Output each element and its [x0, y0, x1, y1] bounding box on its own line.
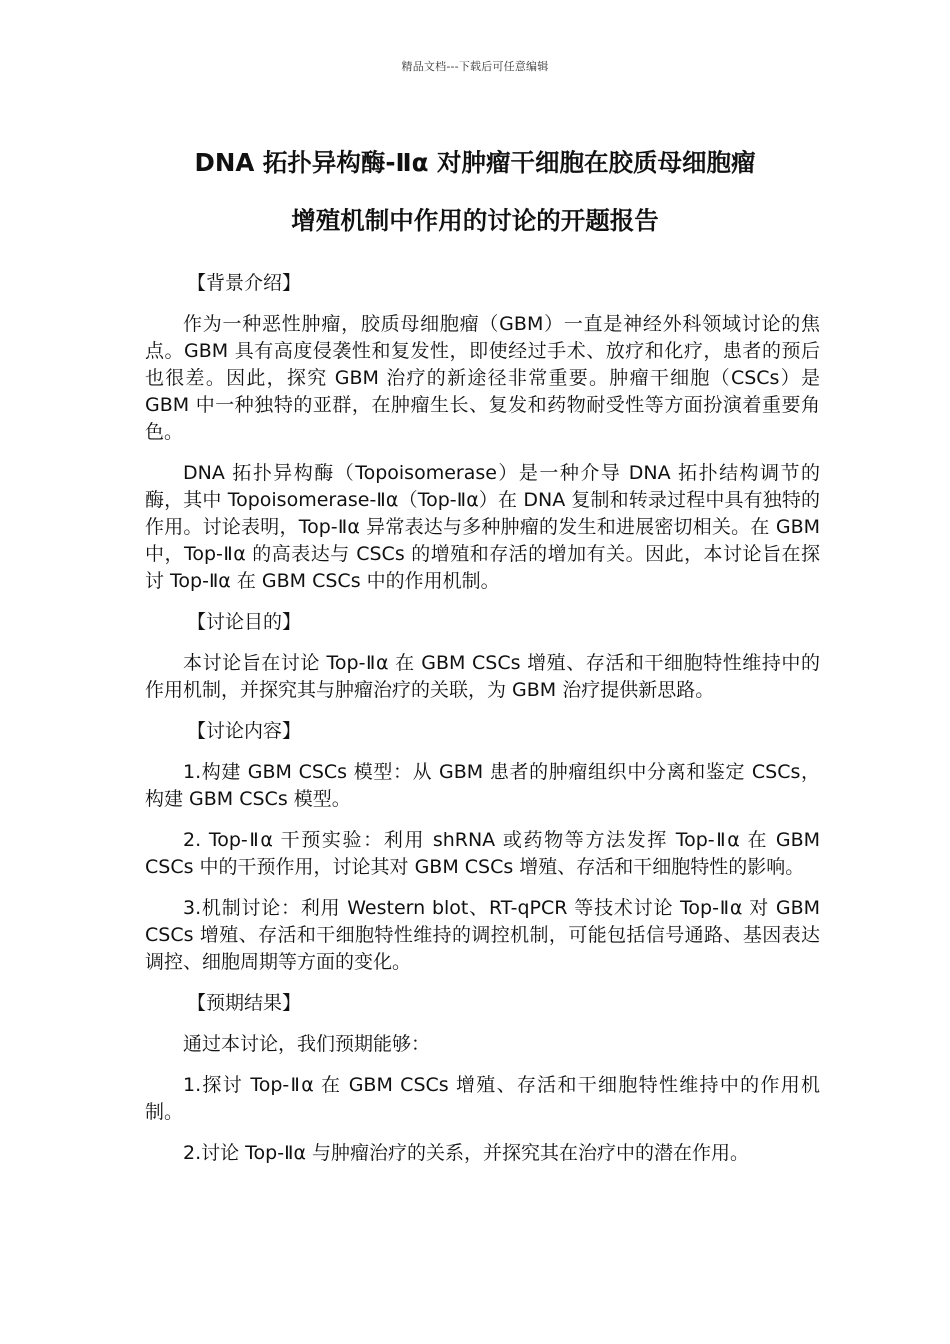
results-item-1: 1.探讨 Top-Ⅱα 在 GBM CSCs 增殖、存活和干细胞特性维持中的作用机制。: [145, 1074, 820, 1123]
title-line-2: 增殖机制中作用的讨论的开题报告: [291, 206, 659, 235]
results-item-2: 2.讨论 Top-Ⅱα 与肿瘤治疗的关系，并探究其在治疗中的潜在作用。: [183, 1142, 750, 1164]
content-item-3: 3.机制讨论：利用 Western blot、RT-qPCR 等技术讨论 Top-Ⅱα 对 GBM CSCs 增殖、存活和干细胞特性维持的调控机制，可能包括信号通路、基因表达调控、细胞周期等方面的变化。: [145, 897, 820, 973]
paragraph-background-1: 作为一种恶性肿瘤，胶质母细胞瘤（GBM）一直是神经外科领域讨论的焦点。GBM 具有高度侵袭性和复发性，即使经过手术、放疗和化疗，患者的预后也很差。因此，探究 GBM 治疗的新途径非常重要。肿瘤干细胞（CSCs）是 GBM 中一种独特的亚群，在肿瘤生长、复发和药物耐受性等方面扮演着重要角色。: [145, 313, 820, 443]
section-heading-results: 【预期结果】: [187, 992, 302, 1014]
title-line-1: DNA 拓扑异构酶-Ⅱα 对肿瘤干细胞在胶质母细胞瘤: [194, 148, 756, 177]
content-item-1: 1.构建 GBM CSCs 模型：从 GBM 患者的肿瘤组织中分离和鉴定 CSCs，构建 GBM CSCs 模型。: [145, 761, 820, 810]
document-body: [145, 270, 820, 1181]
content-item-2: 2. Top-Ⅱα 干预实验：利用 shRNA 或药物等方法发挥 Top-Ⅱα 在 GBM CSCs 中的干预作用，讨论其对 GBM CSCs 增殖、存活和干细胞特性的影响。: [145, 829, 820, 878]
section-heading-content: 【讨论内容】: [187, 720, 302, 742]
results-intro: 通过本讨论，我们预期能够：: [183, 1033, 431, 1055]
paragraph-background-2: DNA 拓扑异构酶（Topoisomerase）是一种介导 DNA 拓扑结构调节的酶，其中 Topoisomerase-Ⅱα（Top-Ⅱα）在 DNA 复制和转录过程中具有独特的作用。讨论表明，Top-Ⅱα 异常表达与多种肿瘤的发生和进展密切相关。在 GBM 中，Top-Ⅱα 的高表达与 CSCs 的增殖和存活的增加有关。因此，本讨论旨在探讨 Top-Ⅱα 在 GBM CSCs 中的作用机制。: [145, 462, 820, 592]
paragraph-purpose: 本讨论旨在讨论 Top-Ⅱα 在 GBM CSCs 增殖、存活和干细胞特性维持中的作用机制，并探究其与肿瘤治疗的关联，为 GBM 治疗提供新思路。: [145, 652, 820, 701]
section-heading-background: 【背景介绍】: [187, 272, 302, 294]
section-heading-purpose: 【讨论目的】: [187, 611, 302, 633]
header-note: 精品文档---下载后可任意编辑: [401, 60, 549, 73]
document-title: [130, 134, 820, 250]
